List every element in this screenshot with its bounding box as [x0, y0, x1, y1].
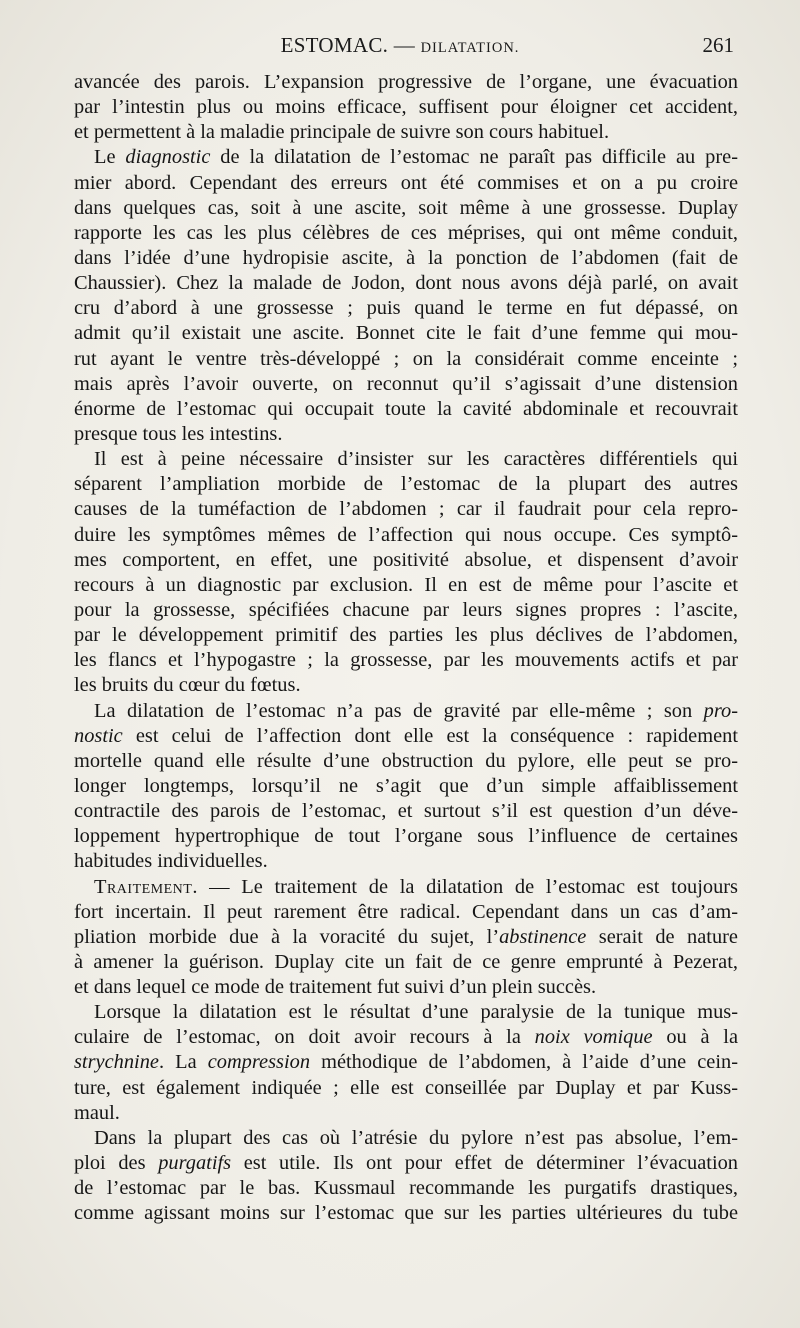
text-segment: pliation morbide due à la voracité du sujet, l’ [74, 925, 500, 948]
text-line [74, 548, 738, 573]
text-line [74, 70, 738, 95]
text-segment: culaire de l’estomac, on doit avoir recours à la [74, 1026, 535, 1049]
text-line [74, 1201, 738, 1226]
text-segment: par l’intestin plus ou moins efficace, suffisent pour éloigner cet accident, [74, 96, 738, 119]
text-segment: admit qu’il existait une ascite. Bonnet cite le fait d’une femme qui mou- [74, 322, 738, 345]
text-segment: presque tous les intestins. [74, 422, 283, 445]
text-line [74, 472, 738, 497]
text-segment: Chaussier). Chez la malade de Jodon, dont nous avons déjà parlé, on avait [74, 272, 738, 295]
text-line [74, 171, 738, 196]
text-line [74, 673, 738, 698]
text-line [74, 875, 738, 900]
running-title-sub: DILATATION. [420, 40, 520, 56]
text-segment: méthodique de l’abdomen, à l’aide d’une cein- [310, 1051, 738, 1074]
text-line [74, 623, 738, 648]
italic-term: diagnostic [125, 146, 211, 169]
text-segment: mes comportent, en effet, une positivité absolue, et dispensent d’avoir [74, 548, 738, 571]
italic-term: noix vomique [534, 1026, 653, 1049]
text-segment: les bruits du cœur du fœtus. [74, 674, 301, 697]
text-segment: mais après l’avoir ouverte, on reconnut qu’il s’agissait d’une distension [74, 372, 738, 395]
text-segment: maul. [74, 1101, 120, 1124]
text-segment: duire les symptômes mêmes de l’affection qui nous occupe. Ces symptô- [74, 523, 738, 546]
text-segment: comme agissant moins sur l’estomac que sur les parties ultérieures du tube [74, 1202, 738, 1225]
text-segment: ou à la [652, 1026, 738, 1049]
text-line [74, 196, 738, 221]
text-segment: est celui de l’affection dont elle est la conséquence : rapidement [122, 724, 738, 747]
text-segment: Lorsque la dilatation est le résultat d’une paralysie de la tunique mus- [94, 1001, 738, 1024]
text-line [74, 925, 738, 950]
text-segment: mortelle quand elle résulte d’une obstruction du pylore, elle peut se pro- [74, 749, 738, 772]
italic-term: nostic [74, 724, 123, 747]
text-segment: recours à un diagnostic par exclusion. Il en est de même pour l’ascite et [74, 573, 738, 596]
text-line [74, 347, 738, 372]
text-line [74, 497, 738, 522]
text-line [74, 221, 738, 246]
italic-term: purgatifs [158, 1152, 232, 1175]
text-line [74, 296, 738, 321]
text-line [74, 145, 738, 170]
text-line [74, 271, 738, 296]
text-segment: à amener la guérison. Duplay cite un fait de ce genre emprunté à Pezerat, [74, 950, 738, 973]
text-line [74, 1176, 738, 1201]
text-segment: dans quelques cas, soit à une ascite, soit même à une grossesse. Duplay [74, 196, 738, 219]
italic-term: abstinence [499, 925, 587, 948]
text-segment: de la dilatation de l’estomac ne paraît pas difficile au pre- [210, 146, 738, 169]
italic-term: strychnine [74, 1051, 159, 1074]
text-segment: loppement hypertrophique de tout l’organe sous l’influence de certaines [74, 825, 738, 848]
italic-term: pro- [703, 699, 738, 722]
text-segment: ture, est également indiquée ; elle est conseillée par Duplay et par Kuss- [74, 1076, 738, 1099]
text-segment: habitudes individuelles. [74, 850, 268, 873]
text-segment: pour la grossesse, spécifiées chacune par leurs signes propres : l’ascite, [74, 598, 738, 621]
text-segment: Le [94, 146, 126, 169]
body-text [74, 70, 738, 1226]
text-line [74, 648, 738, 673]
text-line [74, 849, 738, 874]
text-line [74, 1000, 738, 1025]
text-segment: serait de nature [586, 925, 738, 948]
text-segment: avancée des parois. L’expansion progressive de l’organe, une évacuation [74, 71, 738, 93]
text-segment: causes de la tuméfaction de l’abdomen ; car il faudrait pour cela repro- [74, 498, 738, 521]
text-segment: contractile des parois de l’estomac, et surtout s’il est question d’un déve- [74, 800, 738, 823]
text-line [74, 321, 738, 346]
text-line [74, 1151, 738, 1176]
italic-term: compression [207, 1051, 311, 1074]
text-line [74, 975, 738, 1000]
text-segment: . — Le traitement de la dilatation de l’estomac est toujours [192, 875, 738, 898]
text-line [74, 724, 738, 749]
text-line [74, 1126, 738, 1151]
text-line [74, 900, 738, 925]
text-segment: les flancs et l’hypogastre ; la grossesse, par les mouvements actifs et par [74, 649, 738, 672]
text-line [74, 372, 738, 397]
text-segment: Il est à peine nécessaire d’insister sur les caractères différentiels qui [94, 448, 738, 471]
text-line [74, 799, 738, 824]
text-segment: séparent l’ampliation morbide de l’estomac de la plupart des autres [74, 473, 738, 496]
text-segment: longer longtemps, lorsqu’il ne s’agit que d’un simple affaiblissement [74, 774, 738, 797]
text-line [74, 699, 738, 724]
text-line [74, 523, 738, 548]
text-segment: cru d’abord à une grossesse ; puis quand le terme en fut dépassé, on [74, 297, 738, 320]
text-line [74, 447, 738, 472]
text-segment: énorme de l’estomac qui occupait toute la cavité abdominale et recouvrait [74, 397, 738, 420]
text-line [74, 95, 738, 120]
section-heading: Traitement [94, 875, 193, 898]
text-segment: par le développement primitif des parties les plus déclives de l’abdomen, [74, 624, 738, 647]
text-line [74, 774, 738, 799]
text-segment: et permettent à la maladie principale de suivre son cours habituel. [74, 121, 610, 144]
text-segment: rapporte les cas les plus célèbres de ces méprises, qui ont même conduit, [74, 221, 738, 244]
text-line [74, 573, 738, 598]
text-segment: . La [158, 1051, 208, 1074]
text-segment: mier abord. Cependant des erreurs ont été commises et on a pu croire [74, 171, 738, 194]
text-segment: et dans lequel ce mode de traitement fut suivi d’un plein succès. [74, 976, 597, 999]
text-line [74, 1050, 738, 1075]
text-segment: ploi des [74, 1152, 159, 1175]
text-line [74, 598, 738, 623]
text-line [74, 397, 738, 422]
text-line [74, 120, 738, 145]
text-line [74, 824, 738, 849]
text-segment: dans l’idée d’une hydropisie ascite, à la ponction de l’abdomen (fait de [74, 246, 738, 269]
running-header [60, 33, 740, 63]
text-segment: est utile. Ils ont pour effet de déterminer l’évacuation [231, 1152, 738, 1175]
page-number: 261 [702, 33, 734, 57]
text-line [74, 1101, 738, 1126]
text-segment: La dilatation de l’estomac n’a pas de gravité par elle-même ; son [94, 699, 704, 722]
text-line [74, 1025, 738, 1050]
text-line [74, 950, 738, 975]
text-segment: fort incertain. Il peut rarement être radical. Cependant dans un cas d’am- [74, 900, 738, 923]
text-segment: Dans la plupart des cas où l’atrésie du pylore n’est pas absolue, l’em- [94, 1126, 738, 1149]
text-segment: rut ayant le ventre très-développé ; on la considérait comme enceinte ; [74, 347, 738, 370]
running-title [60, 33, 740, 58]
running-title-main: ESTOMAC. — [280, 33, 421, 57]
text-line [74, 246, 738, 271]
text-line [74, 1076, 738, 1101]
text-segment: de l’estomac par le bas. Kussmaul recommande les purgatifs drastiques, [74, 1177, 738, 1200]
text-line [74, 422, 738, 447]
text-line [74, 749, 738, 774]
